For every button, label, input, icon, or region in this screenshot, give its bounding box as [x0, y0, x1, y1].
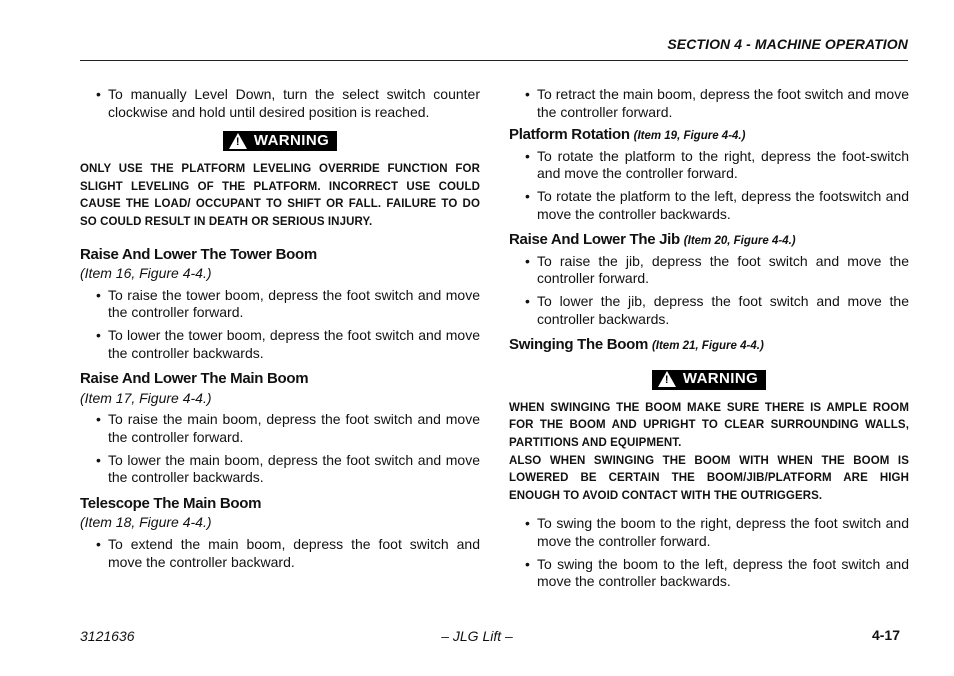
list-item: • To lower the jib, depress the foot switch and move the controller backwards.	[509, 293, 909, 328]
section-heading: Telescope The Main Boom	[80, 494, 262, 512]
section-reference: (Item 21, Figure 4-4.)	[651, 340, 764, 353]
warning-label: WARNING	[253, 131, 330, 149]
section-heading: Raise And Lower The Main Boom	[80, 370, 309, 388]
list-item: • To swing the boom to the left, depress the foot switch and move the controller backwards.	[509, 556, 909, 591]
list-item: • To lower the main boom, depress the foot switch and move the controller backwards.	[80, 452, 480, 487]
section-heading	[509, 231, 909, 251]
list-item: • To swing the boom to the right, depress the foot switch and move the controller forward.	[509, 515, 909, 550]
section-heading-title: Platform Rotation	[509, 126, 630, 144]
section-reference: (Item 17, Figure 4-4.)	[80, 389, 212, 406]
intro-bullet-list	[509, 86, 909, 121]
bullet-list	[80, 536, 480, 571]
header-rule	[80, 60, 908, 61]
warning-label: WARNING	[682, 370, 759, 388]
section-title: SECTION 4 - MACHINE OPERATION	[667, 36, 908, 52]
list-item: • To raise the jib, depress the foot switch and move the controller forward.	[509, 253, 909, 288]
list-item: • To extend the main boom, depress the foot switch and move the controller backward.	[80, 536, 480, 571]
section-heading	[509, 336, 909, 356]
list-item: • To rotate the platform to the right, depress the foot-switch and move the controller forward.	[509, 148, 909, 183]
list-item: • To manually Level Down, turn the select switch counter clockwise and hold until desired position is reached.	[80, 86, 480, 121]
bullet-list	[509, 515, 909, 590]
warning-triangle-icon: !	[229, 133, 247, 149]
list-item: • To retract the main boom, depress the foot switch and move the controller forward.	[509, 86, 909, 121]
list-item: • To raise the tower boom, depress the foot switch and move the controller forward.	[80, 287, 480, 322]
warning-badge	[223, 131, 337, 151]
bullet-list	[509, 253, 909, 328]
warning-text: ALSO WHEN SWINGING THE BOOM WITH WHEN THE BOOM IS LOWERED BE CERTAIN THE BOOM/JIB/PLATFORM ARE HIGH ENOUGH TO AVOID CONTACT WITH THE OUTRIGGERS.	[509, 454, 909, 502]
warning-triangle-icon: !	[658, 371, 676, 387]
section-heading: Raise And Lower The Tower Boom	[80, 245, 317, 263]
warning-badge	[652, 370, 766, 390]
page-number: 4-17	[871, 627, 900, 643]
bullet-list	[80, 287, 480, 362]
list-item: • To lower the tower boom, depress the foot switch and move the controller backwards.	[80, 327, 480, 362]
doc-number: 3121636	[80, 628, 135, 644]
list-item: • To raise the main boom, depress the foot switch and move the controller forward.	[80, 411, 480, 446]
bullet-list	[509, 148, 909, 223]
warning-text: WHEN SWINGING THE BOOM MAKE SURE THERE IS AMPLE ROOM FOR THE BOOM AND UPRIGHT TO CLEAR SURROUNDING WALLS, PARTITIONS AND EQUIPMENT.	[509, 401, 909, 449]
section-reference: (Item 16, Figure 4-4.)	[80, 265, 212, 282]
section-reference: (Item 19, Figure 4-4.)	[633, 130, 746, 143]
section-heading	[509, 126, 909, 146]
list-item: • To rotate the platform to the left, depress the footswitch and move the controller backwards.	[509, 188, 909, 223]
warning-banner	[509, 370, 909, 392]
bullet-list	[80, 411, 480, 486]
section-reference: (Item 18, Figure 4-4.)	[80, 514, 212, 531]
section-heading-title: Swinging The Boom	[509, 336, 649, 354]
section-heading-title: Raise And Lower The Jib	[509, 231, 680, 249]
warning-text: ONLY USE THE PLATFORM LEVELING OVERRIDE FUNCTION FOR SLIGHT LEVELING OF THE PLATFORM. INCORRECT USE COULD CAUSE THE LOAD/ OCCUPANT TO SHIFT OR FALL. FAILURE TO DO SO COULD RESULT IN DEATH OR SERIOUS INJURY.	[80, 163, 480, 229]
intro-bullet-list	[80, 86, 480, 121]
right-column	[509, 86, 909, 596]
left-column	[80, 86, 480, 576]
section-reference: (Item 20, Figure 4-4.)	[683, 235, 796, 248]
footer-publisher: – JLG Lift –	[441, 628, 513, 644]
warning-banner	[80, 131, 480, 153]
